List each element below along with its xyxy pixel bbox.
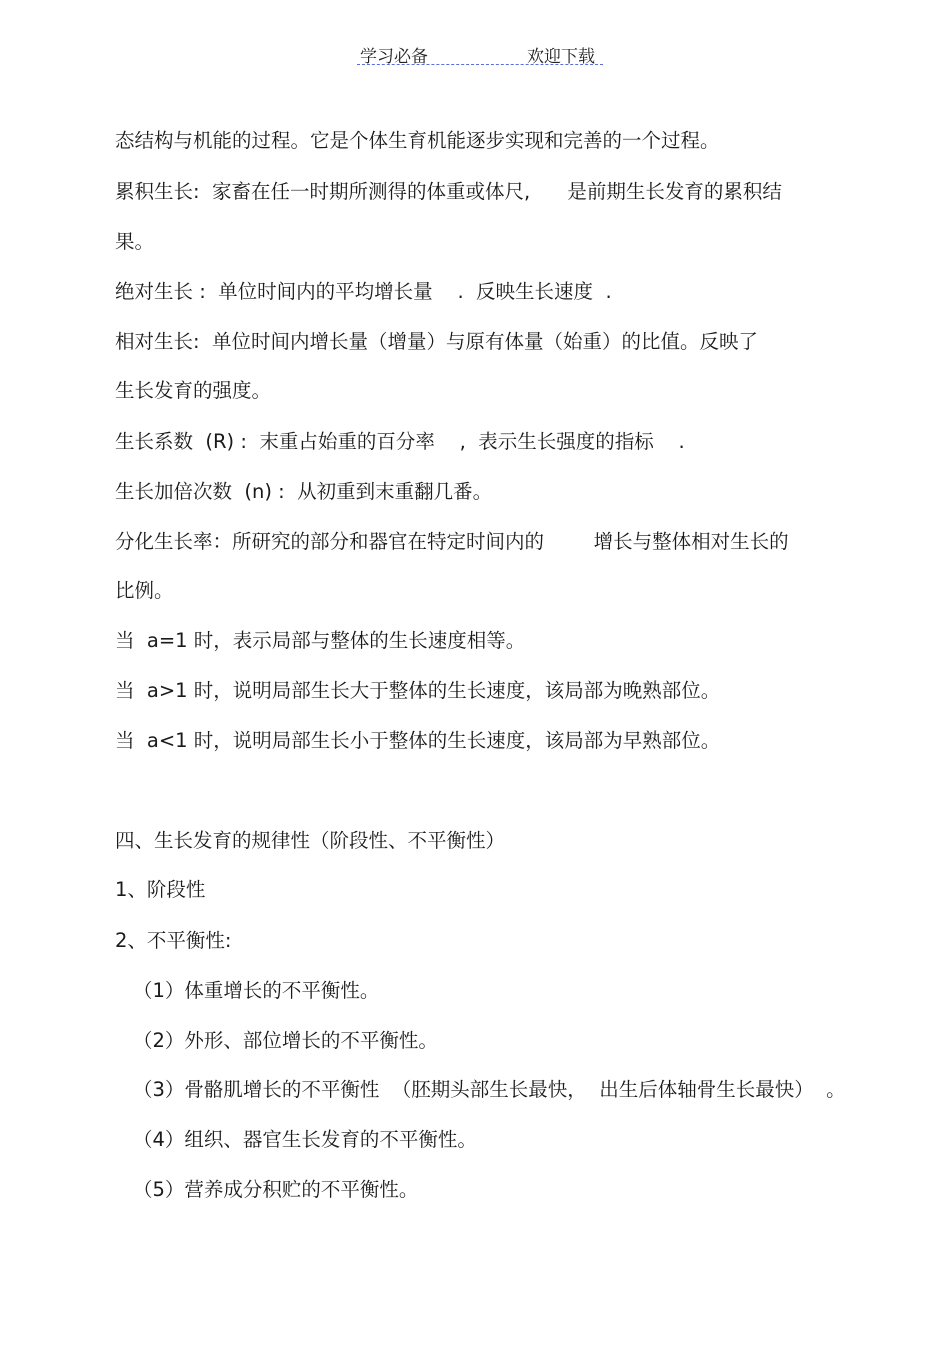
section-heading: 四、生长发育的规律性（阶段性、不平衡性） (115, 829, 506, 852)
sub-list-item: （2）外形、部位增长的不平衡性。 (133, 1029, 438, 1052)
sub-list-item: （5）营养成分积贮的不平衡性。 (133, 1178, 419, 1201)
list-item: 1、阶段性 (115, 878, 206, 901)
paragraph-line: 累积生长: 家畜在任一时期所测得的体重或体尺, 是前期生长发育的累积结 (115, 180, 782, 203)
paragraph-line: 分化生长率：所研究的部分和器官在特定时间内的 增长与整体相对生长的 (115, 530, 789, 553)
paragraph-line: 比例。 (115, 579, 174, 602)
paragraph-line: 生长发育的强度。 (115, 379, 272, 402)
sub-list-item: （1）体重增长的不平衡性。 (133, 979, 380, 1002)
sub-list-item: （4）组织、器官生长发育的不平衡性。 (133, 1128, 477, 1151)
paragraph-line: 果。 (115, 230, 155, 253)
header-right-text: 欢迎下载 (527, 47, 595, 67)
header-left-text: 学习必备 (360, 47, 428, 67)
paragraph-line: 相对生长: 单位时间内增长量（增量）与原有体量（始重）的比值。反映了 (115, 330, 758, 353)
sub-list-item: （3）骨骼肌增长的不平衡性 （胚期头部生长最快， 出生后体轴骨生长最快） 。 (133, 1078, 846, 1101)
page-header (357, 40, 603, 65)
paragraph-line: 生长系数 (R) : 末重占始重的百分率 , 表示生长强度的指标 . (115, 430, 685, 453)
paragraph-line: 当 a=1 时，表示局部与整体的生长速度相等。 (115, 629, 526, 652)
paragraph-line: 当 a>1 时，说明局部生长大于整体的生长速度，该局部为晚熟部位。 (115, 679, 721, 702)
paragraph-line: 生长加倍次数 (n) : 从初重到末重翻几番。 (115, 480, 493, 503)
list-item: 2、不平衡性: (115, 929, 232, 952)
paragraph-line: 当 a<1 时，说明局部生长小于整体的生长速度，该局部为早熟部位。 (115, 729, 721, 752)
paragraph-line: 态结构与机能的过程。它是个体生育机能逐步实现和完善的一个过程。 (115, 129, 720, 152)
paragraph-line: 绝对生长 : 单位时间内的平均增长量 . 反映生长速度 . (115, 280, 612, 303)
